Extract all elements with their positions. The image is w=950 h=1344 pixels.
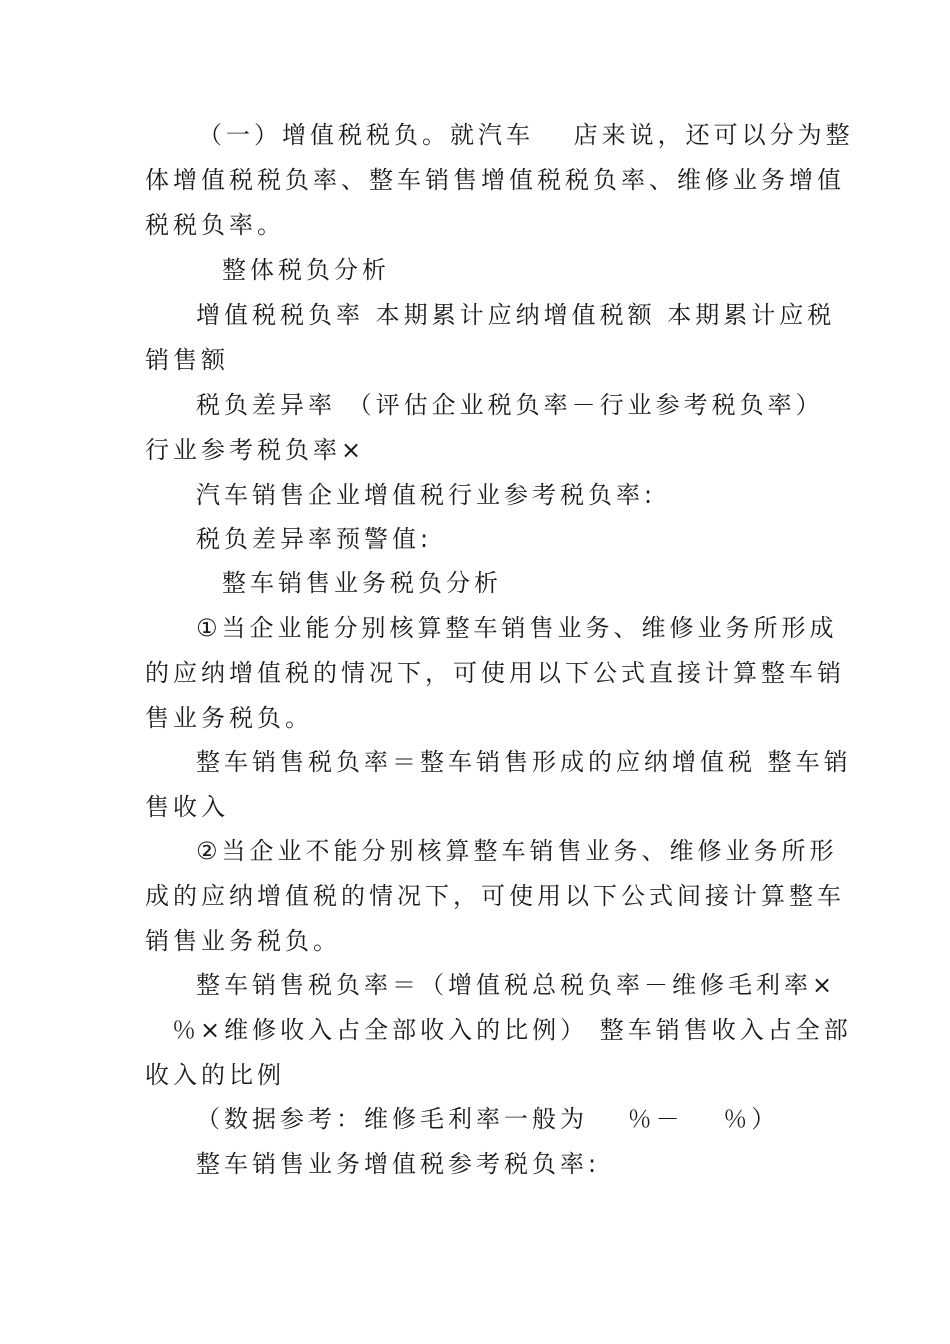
text-line: 税税负率。 [145, 211, 285, 239]
text-line: 成的应纳增值税的情况下，可使用以下公式间接计算整车 [145, 882, 845, 910]
text-line: 的应纳增值税的情况下，可使用以下公式直接计算整车销 [145, 659, 845, 687]
text-line: 售业务税负。 [145, 704, 313, 732]
text-line: ②当企业不能分别核算整车销售业务、维修业务所形 [196, 837, 838, 865]
text-line: 增值税税负率 本期累计应纳增值税额 本期累计应税 [196, 301, 836, 329]
text-line: 汽车销售企业增值税行业参考税负率: [196, 481, 657, 509]
text-line: 销售额 [145, 346, 229, 374]
text-line: 整车销售税负率＝（增值税总税负率－维修毛利率× [196, 971, 837, 999]
section-heading: 整车销售业务税负分析 [222, 569, 502, 597]
text-line: 体增值税税负率、整车销售增值税税负率、维修业务增值 [145, 166, 845, 194]
text-line: （一）增值税税负。就汽车 店来说，还可以分为整 [198, 121, 854, 149]
text-line: ①当企业能分别核算整车销售业务、维修业务所形成 [196, 614, 838, 642]
text-line: 销售业务税负。 [145, 927, 341, 955]
section-heading: 整体税负分析 [222, 256, 390, 284]
text-line: 收入的比例 [145, 1061, 285, 1089]
text-line: （数据参考：维修毛利率一般为 ％－ ％） [196, 1105, 780, 1133]
text-line: 行业参考税负率× [145, 436, 366, 464]
text-line: 税负差异率预警值: [196, 525, 433, 553]
text-line: 售收入 [145, 793, 229, 821]
text-line: ％×维修收入占全部收入的比例） 整车销售收入占全部 [172, 1016, 852, 1044]
text-line: 整车销售税负率＝整车销售形成的应纳增值税 整车销 [196, 748, 852, 776]
text-line: 整车销售业务增值税参考税负率: [196, 1150, 601, 1178]
text-line: 税负差异率 （评估企业税负率－行业参考税负率） [196, 391, 824, 419]
